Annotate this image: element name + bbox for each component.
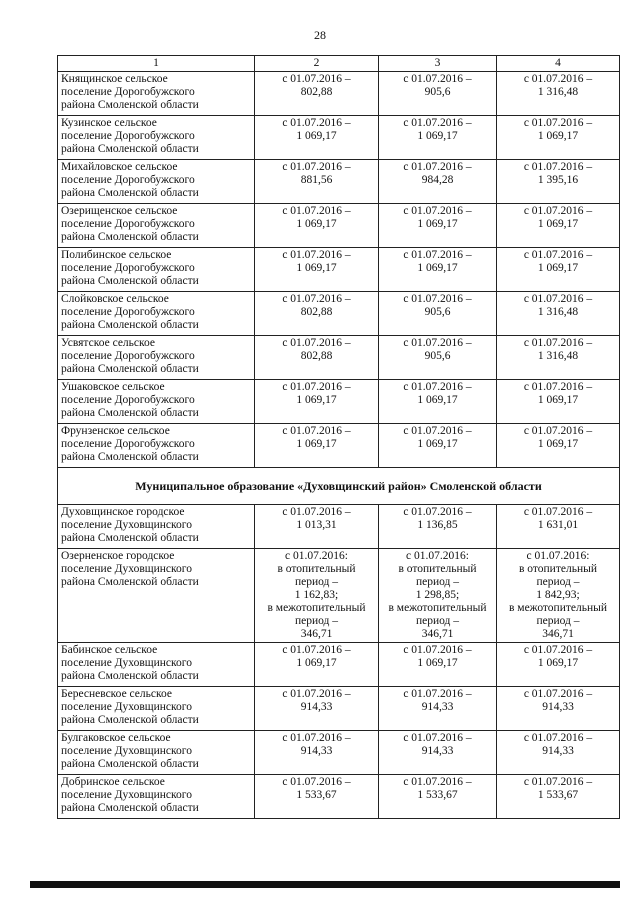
tariff-col-4 [497, 248, 620, 292]
tariff-col-2 [255, 424, 379, 468]
tariff-col-3-line: 914,33 [421, 701, 454, 713]
tariff-col-4-line: с 01.07.2016 – [523, 381, 593, 393]
tariff-col-3-line: 914,33 [421, 745, 454, 757]
tariff-col-4-line: с 01.07.2016 – [523, 688, 593, 700]
settlement-name [58, 775, 255, 819]
tariff-col-3-line: с 01.07.2016 – [403, 732, 472, 744]
settlement-name-line: Полибинское сельское [61, 249, 172, 261]
tariff-col-4-line: с 01.07.2016 – [523, 293, 593, 305]
settlement-name-line: района Смоленской области [61, 714, 199, 726]
table-body-dukhovshchina [58, 505, 620, 819]
tariff-col-4-line: 1 069,17 [537, 262, 579, 274]
tariff-col-4-line: с 01.07.2016 – [523, 644, 593, 656]
settlement-name-line: Булгаковское сельское [61, 732, 171, 744]
settlement-name-line: Усвятское сельское [61, 337, 156, 349]
tariff-col-2-line: с 01.07.2016 – [282, 776, 351, 788]
tariff-col-4-line: период – [536, 576, 580, 588]
tariff-col-4-line: 1 069,17 [537, 130, 579, 142]
tariff-col-4-line: с 01.07.2016 – [523, 425, 593, 437]
tariff-col-2-line: 914,33 [300, 745, 333, 757]
tariff-col-3-line: 1 298,85; [415, 589, 460, 601]
settlement-name-line: района Смоленской области [61, 451, 199, 463]
tariff-col-4 [497, 505, 620, 549]
tariff-col-4-line: с 01.07.2016 – [523, 205, 593, 217]
tariff-col-2-line: с 01.07.2016 – [282, 506, 351, 518]
tariff-col-2-line: 914,33 [300, 701, 333, 713]
settlement-name-line: поселение Духовщинского [61, 745, 192, 757]
table-row [58, 775, 620, 819]
tariff-col-2-line: с 01.07.2016 – [282, 73, 351, 85]
tariff-col-2-line: 1 013,31 [296, 519, 337, 531]
settlement-name-line: района Смоленской области [61, 532, 199, 544]
tariff-table [57, 55, 620, 819]
tariff-col-2-line: 802,88 [300, 86, 333, 98]
tariff-col-4 [497, 687, 620, 731]
tariff-col-2 [255, 116, 379, 160]
settlement-name-line: Кузинское сельское [61, 117, 157, 129]
bottom-border-bar [30, 881, 620, 888]
tariff-col-3 [379, 116, 497, 160]
settlement-name-line: района Смоленской области [61, 187, 199, 199]
tariff-col-4-line: 1 069,17 [537, 218, 579, 230]
tariff-col-2-line: в отопительный [277, 563, 356, 575]
tariff-col-3-line: 905,6 [424, 86, 451, 98]
column-number: 1 [58, 56, 255, 72]
tariff-col-2 [255, 160, 379, 204]
tariff-col-3-line: период – [415, 576, 460, 588]
tariff-col-3-line: с 01.07.2016 – [403, 293, 472, 305]
tariff-col-3-line: с 01.07.2016 – [403, 644, 472, 656]
tariff-col-2-line: 1 533,67 [296, 789, 337, 801]
table-row [58, 549, 620, 643]
tariff-col-3-line: с 01.07.2016: [406, 550, 469, 562]
tariff-col-2-line: период – [294, 615, 339, 627]
tariff-col-4-line: с 01.07.2016 – [523, 117, 593, 129]
tariff-col-3-line: с 01.07.2016 – [403, 425, 472, 437]
tariff-col-4 [497, 72, 620, 116]
tariff-col-4-line: 1 316,48 [537, 350, 579, 362]
tariff-col-3 [379, 72, 497, 116]
tariff-col-2-line: с 01.07.2016: [285, 550, 348, 562]
tariff-col-4-line: с 01.07.2016 – [523, 732, 593, 744]
tariff-col-2-line: с 01.07.2016 – [282, 425, 351, 437]
settlement-name-line: района Смоленской области [61, 407, 199, 419]
settlement-name-line: района Смоленской области [61, 143, 199, 155]
tariff-col-4-line: 1 533,67 [537, 789, 579, 801]
tariff-col-2-line: с 01.07.2016 – [282, 293, 351, 305]
tariff-col-4-line: 1 069,17 [537, 438, 579, 450]
settlement-name-line: Княщинское сельское [61, 73, 168, 85]
tariff-col-4-line: в отопительный [519, 563, 597, 575]
settlement-name-line: Озерищенское сельское [61, 205, 178, 217]
settlement-name [58, 116, 255, 160]
settlement-name-line: поселение Духовщинского [61, 519, 192, 531]
tariff-col-3 [379, 292, 497, 336]
table-row [58, 380, 620, 424]
column-number: 3 [379, 56, 497, 72]
tariff-col-4-line: 346,71 [542, 628, 574, 640]
tariff-col-4-line: 1 316,48 [537, 86, 579, 98]
settlement-name [58, 424, 255, 468]
tariff-col-3 [379, 336, 497, 380]
settlement-name-line: района Смоленской области [61, 802, 199, 814]
tariff-col-4 [497, 731, 620, 775]
table-row [58, 731, 620, 775]
tariff-col-4 [497, 292, 620, 336]
settlement-name-line: района Смоленской области [61, 275, 199, 287]
table-row [58, 687, 620, 731]
tariff-col-2-line: 1 069,17 [296, 657, 337, 669]
tariff-col-3-line: 1 069,17 [417, 394, 458, 406]
tariff-col-3-line: с 01.07.2016 – [403, 776, 472, 788]
settlement-name [58, 687, 255, 731]
settlement-name-line: поселение Дорогобужского [61, 394, 195, 406]
settlement-name [58, 505, 255, 549]
tariff-col-4-line: с 01.07.2016 – [523, 249, 593, 261]
tariff-col-2-line: 802,88 [300, 350, 333, 362]
tariff-col-2-line: с 01.07.2016 – [282, 732, 351, 744]
settlement-name-line: поселение Духовщинского [61, 657, 192, 669]
tariff-col-2 [255, 248, 379, 292]
tariff-col-2-line: 1 069,17 [296, 394, 337, 406]
tariff-col-3-line: 1 069,17 [417, 262, 458, 274]
table-row [58, 643, 620, 687]
tariff-col-4-line: с 01.07.2016: [526, 550, 590, 562]
settlement-name-line: Духовщинское городское [61, 506, 185, 518]
tariff-col-2 [255, 72, 379, 116]
tariff-col-2-line: с 01.07.2016 – [282, 205, 351, 217]
tariff-col-3 [379, 424, 497, 468]
section-title: Муниципальное образование «Духовщинский район» Смоленской области [58, 468, 620, 505]
tariff-col-3-line: 1 069,17 [417, 130, 458, 142]
table-row [58, 424, 620, 468]
settlement-name [58, 336, 255, 380]
settlement-name [58, 380, 255, 424]
table-body-dorogobuzh [58, 72, 620, 468]
table-row [58, 248, 620, 292]
settlement-name [58, 72, 255, 116]
table-row [58, 505, 620, 549]
tariff-col-2-line: с 01.07.2016 – [282, 337, 351, 349]
settlement-name [58, 731, 255, 775]
column-number-row [58, 56, 620, 72]
settlement-name-line: района Смоленской области [61, 758, 199, 770]
tariff-col-4-line: период – [536, 615, 580, 627]
tariff-col-2-line: с 01.07.2016 – [282, 249, 351, 261]
tariff-col-2-line: 1 162,83; [294, 589, 339, 601]
tariff-col-3-line: с 01.07.2016 – [403, 337, 472, 349]
tariff-col-3-line: 1 069,17 [417, 657, 458, 669]
tariff-col-2-line: 1 069,17 [296, 438, 337, 450]
settlement-name [58, 248, 255, 292]
tariff-col-3-line: период – [415, 615, 460, 627]
tariff-col-3-line: 1 533,67 [417, 789, 458, 801]
settlement-name-line: поселение Дорогобужского [61, 438, 195, 450]
tariff-col-2 [255, 643, 379, 687]
tariff-col-2-line: с 01.07.2016 – [282, 688, 351, 700]
tariff-col-2 [255, 549, 379, 643]
tariff-col-4 [497, 116, 620, 160]
settlement-name-line: Ушаковское сельское [61, 381, 165, 393]
settlement-name-line: поселение Дорогобужского [61, 350, 195, 362]
settlement-name-line: Добринское сельское [61, 776, 165, 788]
tariff-col-2-line: 1 069,17 [296, 262, 337, 274]
settlement-name [58, 160, 255, 204]
settlement-name-line: района Смоленской области [61, 576, 199, 588]
tariff-col-4-line: с 01.07.2016 – [523, 506, 593, 518]
tariff-col-3-line: с 01.07.2016 – [403, 205, 472, 217]
tariff-col-2-line: в межотопительный [267, 602, 366, 614]
tariff-col-2 [255, 292, 379, 336]
tariff-col-4 [497, 424, 620, 468]
tariff-col-2-line: 1 069,17 [296, 218, 337, 230]
tariff-col-4 [497, 643, 620, 687]
settlement-name-line: района Смоленской области [61, 99, 199, 111]
tariff-col-4-line: с 01.07.2016 – [523, 776, 593, 788]
tariff-col-3-line: с 01.07.2016 – [403, 249, 472, 261]
tariff-col-3-line: 1 069,17 [417, 218, 458, 230]
settlement-name-line: поселение Дорогобужского [61, 262, 195, 274]
tariff-col-2-line: с 01.07.2016 – [282, 161, 351, 173]
settlement-name [58, 549, 255, 643]
column-number: 2 [255, 56, 379, 72]
tariff-col-4-line: в межотопительный [508, 602, 608, 614]
tariff-col-3-line: с 01.07.2016 – [403, 117, 472, 129]
section-header-row [58, 468, 620, 505]
tariff-col-2 [255, 336, 379, 380]
table-row [58, 292, 620, 336]
tariff-col-3 [379, 775, 497, 819]
tariff-col-4-line: 914,33 [542, 701, 574, 713]
tariff-col-3 [379, 731, 497, 775]
settlement-name-line: района Смоленской области [61, 670, 199, 682]
settlement-name-line: Слойковское сельское [61, 293, 169, 305]
tariff-col-4 [497, 204, 620, 248]
tariff-col-2 [255, 505, 379, 549]
tariff-col-3-line: с 01.07.2016 – [403, 161, 472, 173]
tariff-col-3 [379, 505, 497, 549]
tariff-col-2-line: с 01.07.2016 – [282, 644, 351, 656]
tariff-col-4 [497, 336, 620, 380]
table-row [58, 116, 620, 160]
tariff-col-4-line: 1 069,17 [537, 657, 579, 669]
tariff-col-3-line: 346,71 [421, 628, 454, 640]
settlement-name-line: Озерненское городское [61, 550, 175, 562]
settlement-name-line: поселение Дорогобужского [61, 86, 195, 98]
tariff-col-2-line: 346,71 [300, 628, 333, 640]
tariff-col-3-line: 905,6 [424, 306, 451, 318]
tariff-col-4 [497, 380, 620, 424]
tariff-col-3-line: 905,6 [424, 350, 451, 362]
tariff-col-3-line: с 01.07.2016 – [403, 688, 472, 700]
column-number: 4 [497, 56, 620, 72]
tariff-col-4-line: 1 395,16 [537, 174, 579, 186]
settlement-name-line: Бабинское сельское [61, 644, 158, 656]
settlement-name-line: поселение Духовщинского [61, 789, 192, 801]
settlement-name-line: района Смоленской области [61, 319, 199, 331]
settlement-name [58, 643, 255, 687]
settlement-name-line: поселение Дорогобужского [61, 130, 195, 142]
tariff-col-3 [379, 248, 497, 292]
settlement-name-line: Бересневское сельское [61, 688, 172, 700]
tariff-col-3-line: в отопительный [398, 563, 477, 575]
tariff-col-3-line: 1 136,85 [417, 519, 458, 531]
tariff-col-4-line: 914,33 [542, 745, 574, 757]
settlement-name-line: Михайловское сельское [61, 161, 178, 173]
table-row [58, 336, 620, 380]
section-header-body [58, 468, 620, 505]
tariff-col-2 [255, 204, 379, 248]
tariff-col-2-line: 802,88 [300, 306, 333, 318]
settlement-name [58, 204, 255, 248]
table-row [58, 72, 620, 116]
tariff-col-3 [379, 643, 497, 687]
tariff-col-3-line: 1 069,17 [417, 438, 458, 450]
tariff-col-3 [379, 204, 497, 248]
tariff-col-3-line: с 01.07.2016 – [403, 381, 472, 393]
tariff-col-2-line: 881,56 [300, 174, 333, 186]
settlement-name-line: района Смоленской области [61, 231, 199, 243]
settlement-name-line: поселение Дорогобужского [61, 174, 195, 186]
tariff-col-4-line: 1 316,48 [537, 306, 579, 318]
tariff-col-2-line: период – [294, 576, 339, 588]
settlement-name-line: поселение Дорогобужского [61, 306, 195, 318]
tariff-col-4-line: 1 631,01 [537, 519, 579, 531]
tariff-col-3 [379, 549, 497, 643]
tariff-col-2 [255, 687, 379, 731]
tariff-col-4-line: 1 069,17 [537, 394, 579, 406]
tariff-col-3-line: в межотопительный [388, 602, 487, 614]
settlement-name-line: района Смоленской области [61, 363, 199, 375]
tariff-col-4-line: с 01.07.2016 – [523, 161, 593, 173]
tariff-col-3-line: с 01.07.2016 – [403, 73, 472, 85]
tariff-col-3-line: с 01.07.2016 – [403, 506, 472, 518]
tariff-col-4-line: с 01.07.2016 – [523, 337, 593, 349]
tariff-col-2 [255, 380, 379, 424]
settlement-name-line: поселение Дорогобужского [61, 218, 195, 230]
tariff-col-3 [379, 380, 497, 424]
table-row [58, 204, 620, 248]
tariff-col-3 [379, 687, 497, 731]
settlement-name-line: Фрунзенское сельское [61, 425, 170, 437]
tariff-col-4-line: 1 842,93; [536, 589, 580, 601]
tariff-col-2-line: с 01.07.2016 – [282, 381, 351, 393]
tariff-col-2 [255, 775, 379, 819]
tariff-col-4 [497, 160, 620, 204]
tariff-col-4-line: с 01.07.2016 – [523, 73, 593, 85]
settlement-name-line: поселение Духовщинского [61, 701, 192, 713]
tariff-col-2 [255, 731, 379, 775]
page-number: 28 [314, 28, 326, 42]
tariff-col-4 [497, 549, 620, 643]
settlement-name-line: поселение Духовщинского [61, 563, 192, 575]
tariff-col-3-line: 984,28 [421, 174, 454, 186]
tariff-col-3 [379, 160, 497, 204]
table-row [58, 160, 620, 204]
tariff-col-2-line: 1 069,17 [296, 130, 337, 142]
tariff-col-4 [497, 775, 620, 819]
tariff-col-2-line: с 01.07.2016 – [282, 117, 351, 129]
settlement-name [58, 292, 255, 336]
